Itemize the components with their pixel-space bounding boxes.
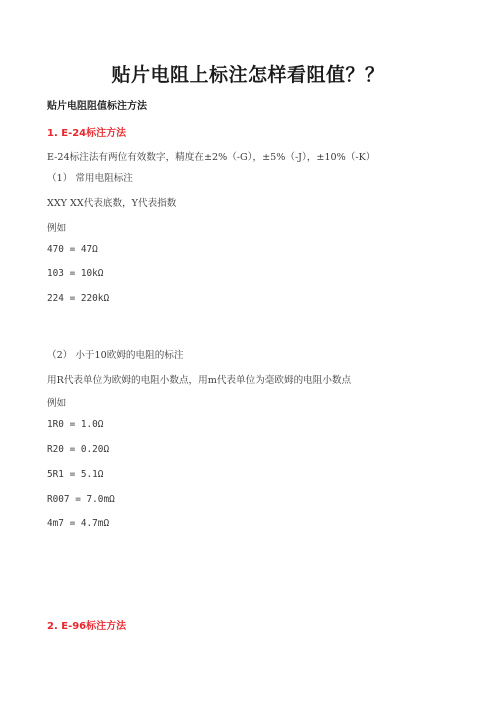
example-item: 1R0 = 1.0Ω	[47, 419, 104, 430]
subsection-1-explanation: XXY XX代表底数，Y代表指数	[47, 198, 177, 209]
example-item: 103 = 10kΩ	[47, 268, 104, 279]
example-item: 5R1 = 5.1Ω	[47, 469, 104, 480]
subsection-2-example-label: 例如	[47, 398, 67, 409]
section-1-description: E-24标注法有两位有效数字，精度在±2%（-G），±5%（-J），±10%（-K）	[47, 152, 376, 163]
section-2-heading: 2. E-96标注方法	[47, 621, 127, 632]
example-item: R20 = 0.20Ω	[47, 444, 110, 455]
example-item: 224 = 220kΩ	[47, 293, 110, 304]
example-item: 470 = 47Ω	[47, 244, 98, 255]
page-title: 贴片电阻上标注怎样看阻值？？	[111, 64, 385, 86]
document-subtitle: 贴片电阻阻值标注方法	[47, 101, 147, 112]
subsection-2-label: （2） 小于10欧姆的电阻的标注	[47, 350, 184, 361]
section-1-heading: 1. E-24标注方法	[47, 128, 127, 139]
example-item: R007 = 7.0mΩ	[47, 494, 115, 505]
subsection-1-label: （1） 常用电阻标注	[47, 173, 133, 184]
example-item: 4m7 = 4.7mΩ	[47, 518, 110, 529]
subsection-1-example-label: 例如	[47, 223, 67, 234]
subsection-2-explanation: 用R代表单位为欧姆的电阻小数点，用m代表单位为毫欧姆的电阻小数点	[47, 375, 352, 386]
